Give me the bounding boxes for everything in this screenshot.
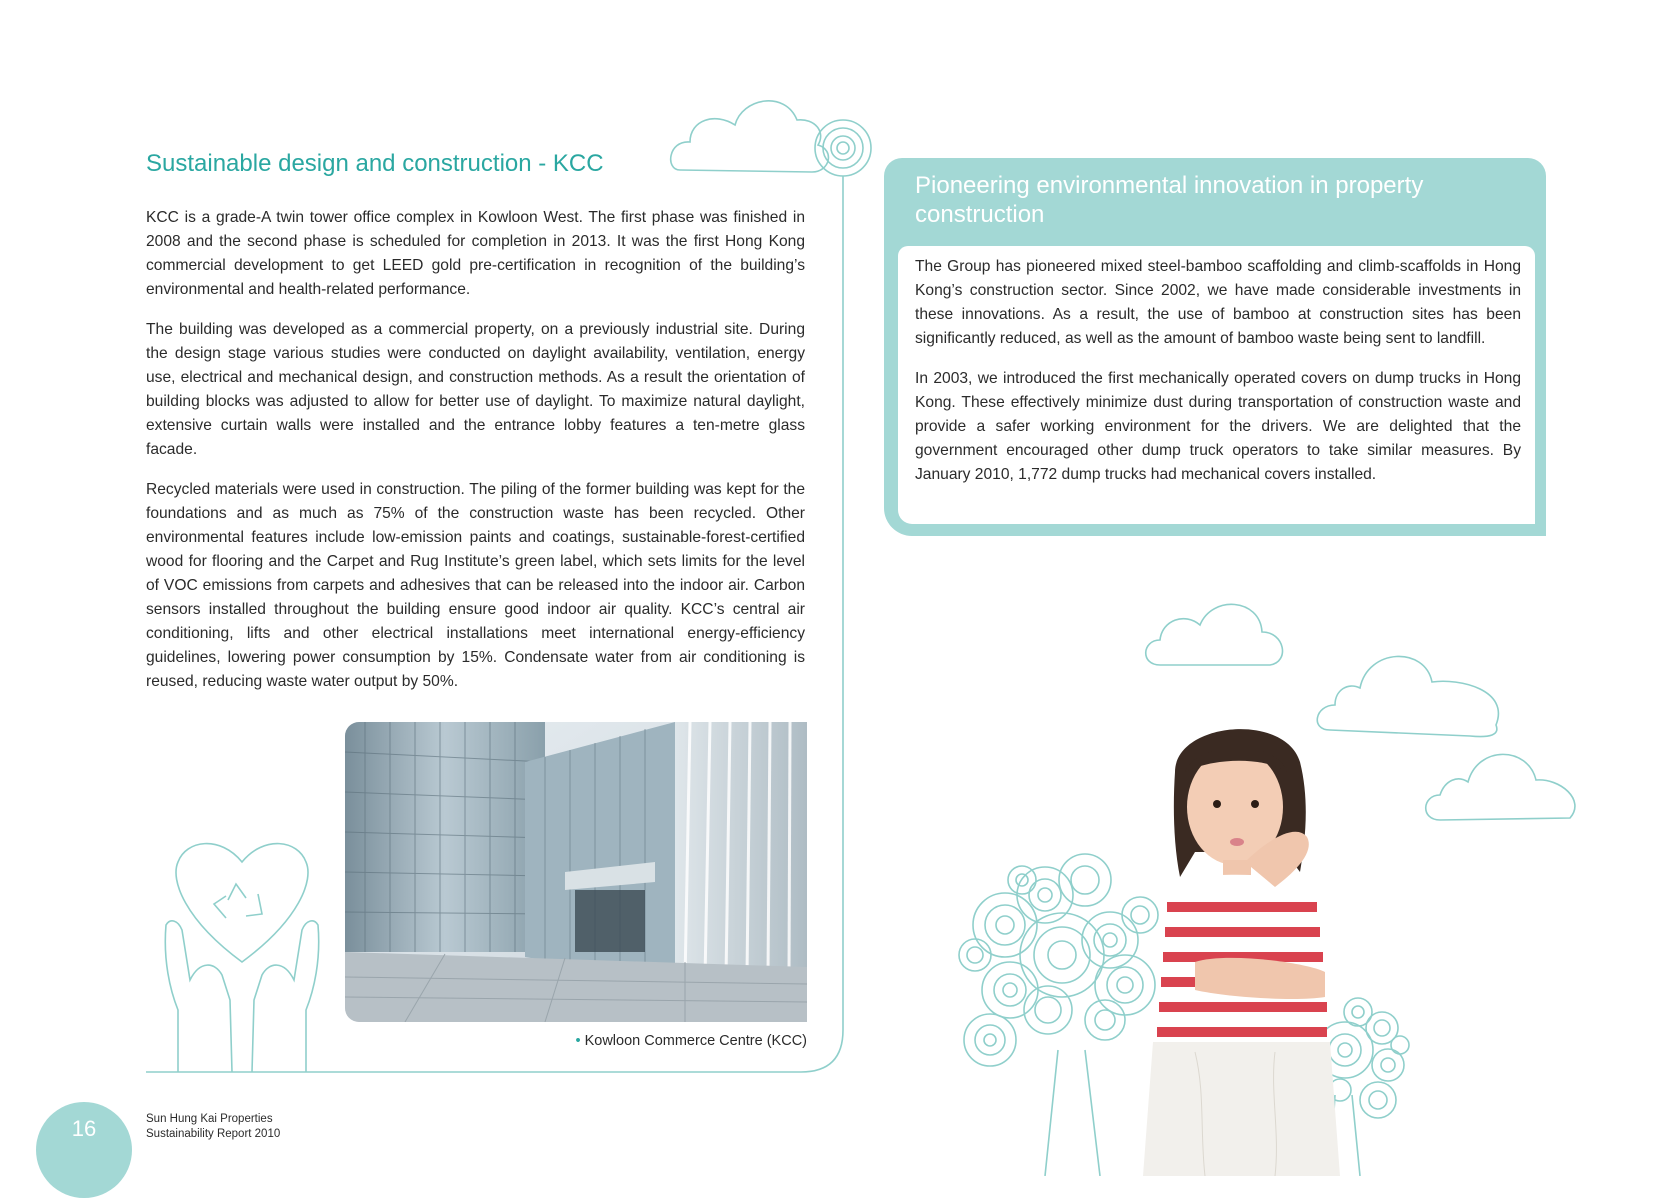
footer-company: Sun Hung Kai Properties [146,1113,273,1125]
kcc-body-text [146,206,805,710]
innovation-box-title: Pioneering environmental innovation in property construction [915,172,1424,228]
caption-bullet: • [575,1033,581,1049]
innovation-paragraph: In 2003, we introduced the first mechanically operated covers on dump trucks in Hong Kong. These effectively minimize dust during transportation of construction waste and provide a safer working environment for the drivers. We are delighted that the government encouraged other dump truck operators to take similar measures. By January 2010, 1,772 dump trucks had mechanical covers installed. [915,370,1521,483]
innovation-box-text [915,255,1521,503]
footer-report-title: Sustainability Report 2010 [146,1128,281,1140]
section-heading-kcc: Sustainable design and construction - KCC [146,150,604,177]
innovation-paragraph: The Group has pioneered mixed steel-bamboo scaffolding and climb-scaffolds in Hong Kong’s construction sector. Since 2002, we have made considerable investments in these innovations. As a result, the use of bamboo at construction sites has been significantly reduced, as well as the amount of bamboo waste being sent to landfill. [915,258,1521,347]
caption-text: Kowloon Commerce Centre (KCC) [584,1033,807,1049]
page-number: 16 [71,1116,97,1141]
heart-hands-recycle-icon [165,844,318,1072]
child-thinking-photo [1135,712,1345,1176]
spiral-circle-icon [815,120,871,176]
page-number-badge [36,1102,132,1198]
photo-caption [520,1033,807,1049]
kcc-building-photo [345,722,807,1022]
cloud-icon [1146,604,1283,665]
kcc-paragraph: KCC is a grade-A twin tower office complex in Kowloon West. The first phase was finished in 2008 and the second phase is scheduled for completion in 2013. It was the first Hong Kong commercial development to get LEED gold pre-certification in recognition of the building’s environmental and health-related performance. [146,209,805,298]
circle-tree-icon [959,854,1158,1176]
kcc-paragraph: The building was developed as a commercial property, on a previously industrial site. During the design stage various studies were conducted on daylight availability, ventilation, energy use, electrical and mechanical design, and construction methods. As a result the orientation of building blocks was adjusted to allow for better use of daylight. To maximize natural daylight, extensive curtain walls were installed and the entrance lobby features a ten-metre glass facade. [146,321,805,458]
cloud-icon [1426,754,1575,820]
kcc-paragraph: Recycled materials were used in construction. The piling of the former building was kept for the foundations and as much as 75% of the construction waste has been recycled. Other environmental features include low-emission paints and coatings, sustainable-forest-certified wood for flooring and the Carpet and Rug Institute’s green label, which sets limits for the level of VOC emissions from carpets and adhesives that can be released into the indoor air. Carbon sensors installed throughout the building ensure good indoor air quality. KCC’s central air conditioning, lifts and other electrical installations meet international energy-efficiency guidelines, lowering power consumption by 15%. Condensate water from air conditioning is reused, reducing waste water output by 50%. [146,481,805,690]
cloud-icon [671,101,829,172]
